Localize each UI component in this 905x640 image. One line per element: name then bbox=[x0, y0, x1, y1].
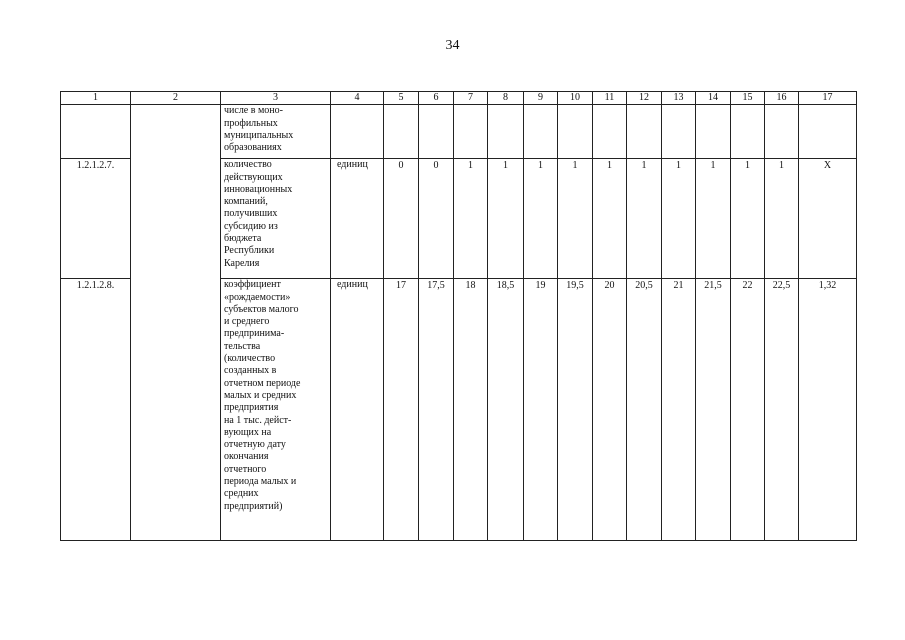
indicators-table bbox=[60, 91, 857, 541]
value-cell: 19,5 bbox=[558, 279, 593, 541]
column-header: 7 bbox=[454, 92, 488, 105]
column-header: 16 bbox=[765, 92, 799, 105]
value-cell: 18,5 bbox=[488, 279, 524, 541]
merged-empty-cell bbox=[131, 105, 221, 541]
value-cell: 1 bbox=[662, 159, 696, 279]
column-header: 4 bbox=[331, 92, 384, 105]
value-cell: 0 bbox=[419, 159, 454, 279]
value-cell bbox=[731, 105, 765, 159]
value-cell bbox=[627, 105, 662, 159]
row-code-cell bbox=[61, 105, 131, 159]
indicator-name-cell: числе в моно- профильных муниципальных образованиях bbox=[221, 105, 331, 159]
value-cell: 1 bbox=[627, 159, 662, 279]
value-cell bbox=[384, 105, 419, 159]
unit-cell: единиц bbox=[331, 159, 384, 279]
column-header: 12 bbox=[627, 92, 662, 105]
value-cell: 22,5 bbox=[765, 279, 799, 541]
column-header: 6 bbox=[419, 92, 454, 105]
column-header: 5 bbox=[384, 92, 419, 105]
value-cell bbox=[488, 105, 524, 159]
column-header: 3 bbox=[221, 92, 331, 105]
value-cell: 20 bbox=[593, 279, 627, 541]
value-cell: 17,5 bbox=[419, 279, 454, 541]
value-cell bbox=[765, 105, 799, 159]
value-cell: 18 bbox=[454, 279, 488, 541]
value-cell bbox=[524, 105, 558, 159]
column-header: 15 bbox=[731, 92, 765, 105]
value-cell: 1 bbox=[558, 159, 593, 279]
table-row bbox=[61, 105, 857, 159]
column-header: 11 bbox=[593, 92, 627, 105]
page-number: 34 bbox=[445, 38, 460, 53]
value-cell: 21,5 bbox=[696, 279, 731, 541]
column-header: 2 bbox=[131, 92, 221, 105]
value-cell: 1 bbox=[765, 159, 799, 279]
value-cell: 1 bbox=[524, 159, 558, 279]
value-cell bbox=[799, 105, 857, 159]
unit-cell bbox=[331, 105, 384, 159]
table-header-row bbox=[61, 92, 857, 105]
column-header: 14 bbox=[696, 92, 731, 105]
value-cell bbox=[593, 105, 627, 159]
value-cell: 20,5 bbox=[627, 279, 662, 541]
column-header: 17 bbox=[799, 92, 857, 105]
value-cell: 19 bbox=[524, 279, 558, 541]
value-cell: 22 bbox=[731, 279, 765, 541]
unit-cell: единиц bbox=[331, 279, 384, 541]
value-cell: 1,32 bbox=[799, 279, 857, 541]
value-cell bbox=[558, 105, 593, 159]
row-code-cell: 1.2.1.2.8. bbox=[61, 279, 131, 541]
value-cell bbox=[419, 105, 454, 159]
value-cell: Х bbox=[799, 159, 857, 279]
column-header: 9 bbox=[524, 92, 558, 105]
value-cell: 1 bbox=[454, 159, 488, 279]
indicator-name-cell: количество действующих инновационных компаний, получивших субсидию из бюджета Республики Карелия bbox=[221, 159, 331, 279]
value-cell: 1 bbox=[696, 159, 731, 279]
indicator-name-cell: коэффициент «рождаемости» субъектов малого и среднего предпринима- тельства (количество созданных в отчетном периоде малых и средних предприятия на 1 тыс. дейст- вующих на отчетную дату окончания отчетного периода малых и средних предприятий) bbox=[221, 279, 331, 541]
column-header: 8 bbox=[488, 92, 524, 105]
value-cell: 1 bbox=[488, 159, 524, 279]
row-code-cell: 1.2.1.2.7. bbox=[61, 159, 131, 279]
value-cell bbox=[454, 105, 488, 159]
column-header: 13 bbox=[662, 92, 696, 105]
value-cell: 1 bbox=[593, 159, 627, 279]
value-cell bbox=[696, 105, 731, 159]
value-cell: 1 bbox=[731, 159, 765, 279]
value-cell: 0 bbox=[384, 159, 419, 279]
value-cell: 17 bbox=[384, 279, 419, 541]
column-header: 1 bbox=[61, 92, 131, 105]
value-cell bbox=[662, 105, 696, 159]
value-cell: 21 bbox=[662, 279, 696, 541]
column-header: 10 bbox=[558, 92, 593, 105]
